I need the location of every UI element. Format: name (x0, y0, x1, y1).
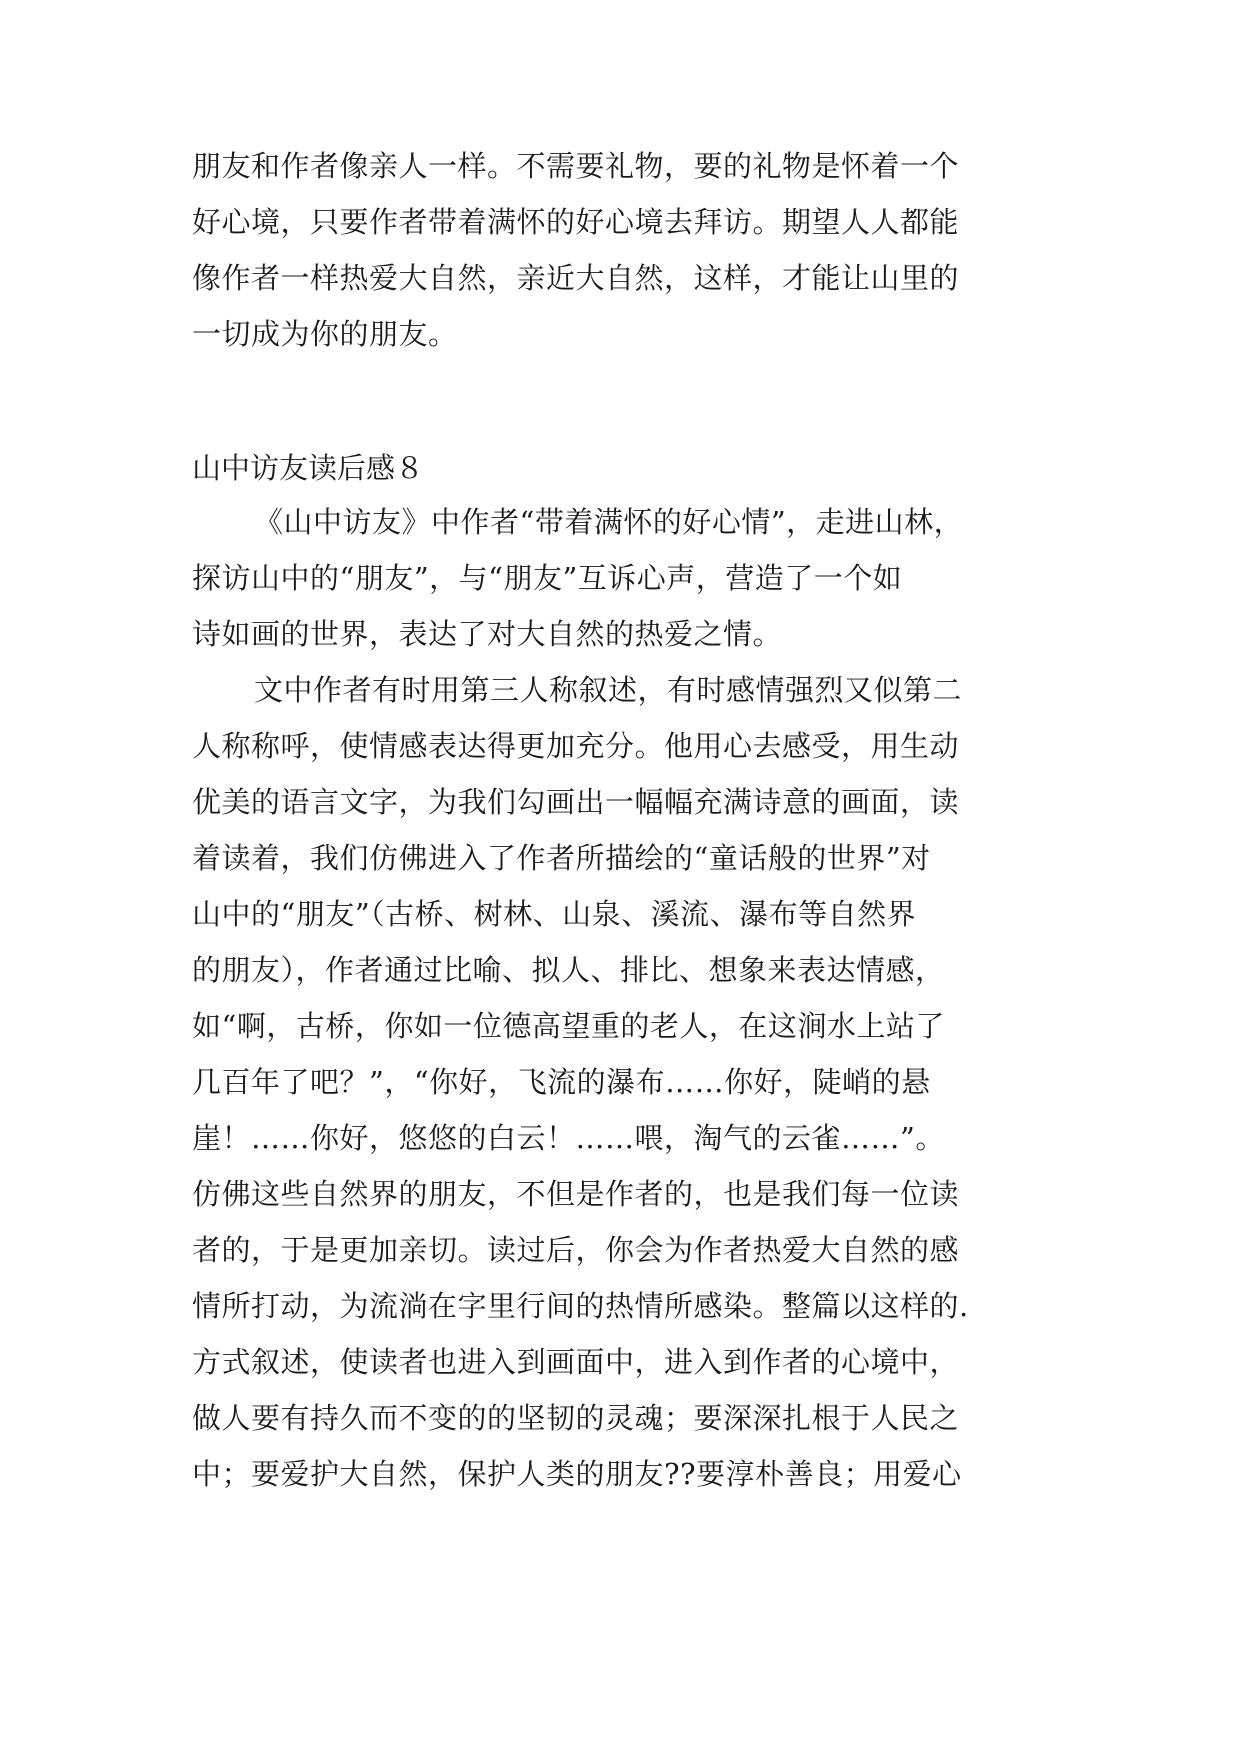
section-title: 山中访友读后感８ (192, 451, 425, 485)
paragraph-line: 一切成为你的朋友。 (192, 317, 458, 351)
paragraph-line: 优美的语言文字，为我们勾画出一幅幅充满诗意的画面，读 (192, 785, 960, 819)
paragraph-line: 诗如画的世界，表达了对大自然的热爱之情。 (192, 617, 783, 651)
paragraph-line: 做人要有持久而不变的的坚韧的灵魂；要深深扎根于人民之 (192, 1401, 960, 1435)
paragraph-line: 方式叙述，使读者也进入到画面中，进入到作者的心境中， (192, 1345, 960, 1379)
paragraph-line: 好心境，只要作者带着满怀的好心境去拜访。期望人人都能 (192, 205, 960, 239)
paragraph-line: 仿佛这些自然界的朋友，不但是作者的，也是我们每一位读 (192, 1177, 960, 1211)
paragraph-line: 着读着，我们仿佛进入了作者所描绘的“童话般的世界”对 (192, 841, 931, 875)
paragraph-line: 朋友和作者像亲人一样。不需要礼物，要的礼物是怀着一个 (192, 149, 960, 183)
paragraph-line: 如“啊，古桥，你如一位德高望重的老人，在这涧水上站了 (192, 1009, 945, 1043)
paragraph-line: 人称称呼，使情感表达得更加充分。他用心去感受，用生动 (192, 729, 960, 763)
paragraph-line: 探访山中的“朋友”，与“朋友”互诉心声，营造了一个如 (192, 561, 903, 595)
paragraph-line: 《山中访友》中作者“带着满怀的好心情”，走进山林， (254, 505, 964, 539)
paragraph-line: 者的，于是更加亲切。读过后，你会为作者热爱大自然的感 (192, 1233, 960, 1267)
paragraph-line: 几百年了吧？”，“你好，飞流的瀑布……你好，陡峭的悬 (192, 1065, 931, 1099)
paragraph-line: 的朋友），作者通过比喻、拟人、排比、想象来表达情感， (192, 953, 945, 987)
paragraph-line: 中；要爱护大自然，保护人类的朋友??要淳朴善良；用爱心 (192, 1457, 962, 1491)
paragraph-line: 像作者一样热爱大自然，亲近大自然，这样，才能让山里的 (192, 261, 960, 295)
paragraph-line: 文中作者有时用第三人称叙述，有时感情强烈又似第二 (254, 673, 963, 707)
paragraph-line: 情所打动，为流淌在字里行间的热情所感染。整篇以这样的. (192, 1289, 969, 1323)
paragraph-line: 山中的“朋友”（古桥、树林、山泉、溪流、瀑布等自然界 (192, 897, 917, 931)
paragraph-line: 崖！……你好，悠悠的白云！……喂，淘气的云雀……”。 (192, 1121, 945, 1155)
